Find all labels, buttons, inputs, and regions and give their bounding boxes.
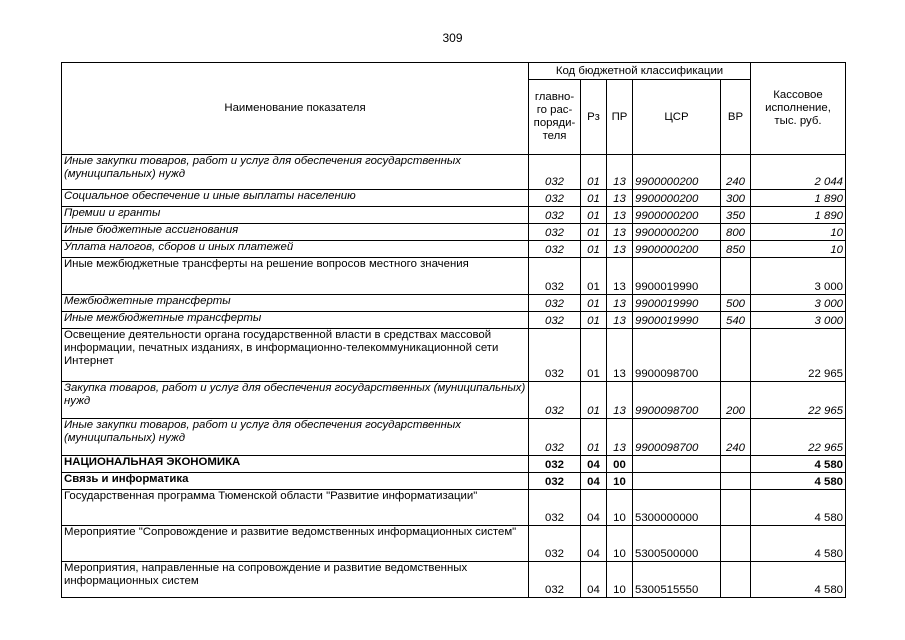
- row-rz-code: 04: [581, 456, 607, 473]
- row-name: Социальное обеспечение и иные выплаты населению: [62, 190, 529, 207]
- row-csr-code: [633, 456, 721, 473]
- table-row: [62, 456, 846, 473]
- table-row: [62, 155, 846, 190]
- row-vr-code: [721, 473, 751, 490]
- row-csr-code: 9900098700: [633, 329, 721, 382]
- header-amount: Кассовое исполнение, тыс. руб.: [751, 63, 846, 155]
- row-amount: 3 000: [751, 295, 846, 312]
- row-pr-code: 13: [607, 382, 633, 419]
- row-amount: 4 580: [751, 562, 846, 598]
- row-amount: 22 965: [751, 419, 846, 456]
- table-row: [62, 224, 846, 241]
- row-csr-code: 9900000200: [633, 155, 721, 190]
- row-rz-code: 01: [581, 224, 607, 241]
- row-glav-code: 032: [529, 155, 581, 190]
- row-amount: 1 890: [751, 207, 846, 224]
- row-vr-code: 300: [721, 190, 751, 207]
- row-name: Иные закупки товаров, работ и услуг для обеспечения государственных (муниципальных) нужд: [62, 419, 529, 456]
- row-csr-code: 5300515550: [633, 562, 721, 598]
- row-name: Уплата налогов, сборов и иных платежей: [62, 241, 529, 258]
- row-rz-code: 04: [581, 490, 607, 526]
- row-vr-code: 240: [721, 155, 751, 190]
- row-pr-code: 13: [607, 224, 633, 241]
- table-row: [62, 190, 846, 207]
- row-pr-code: 10: [607, 473, 633, 490]
- row-name: Закупка товаров, работ и услуг для обеспечения государственных (муниципальных) нужд: [62, 382, 529, 419]
- row-csr-code: 9900019990: [633, 258, 721, 295]
- row-name: Связь и информатика: [62, 473, 529, 490]
- header-classification-group: Код бюджетной классификации: [529, 63, 751, 80]
- row-rz-code: 01: [581, 419, 607, 456]
- row-amount: 22 965: [751, 382, 846, 419]
- row-csr-code: 9900000200: [633, 190, 721, 207]
- row-pr-code: 13: [607, 329, 633, 382]
- row-glav-code: 032: [529, 490, 581, 526]
- row-vr-code: [721, 490, 751, 526]
- row-amount: 2 044: [751, 155, 846, 190]
- row-csr-code: 9900098700: [633, 382, 721, 419]
- header-csr: ЦСР: [633, 80, 721, 155]
- row-amount: 1 890: [751, 190, 846, 207]
- row-csr-code: 9900000200: [633, 207, 721, 224]
- row-amount: 4 580: [751, 526, 846, 562]
- row-rz-code: 01: [581, 155, 607, 190]
- row-amount: 4 580: [751, 490, 846, 526]
- row-rz-code: 04: [581, 473, 607, 490]
- row-vr-code: [721, 562, 751, 598]
- row-glav-code: 032: [529, 312, 581, 329]
- row-rz-code: 01: [581, 295, 607, 312]
- row-glav-code: 032: [529, 224, 581, 241]
- row-vr-code: 200: [721, 382, 751, 419]
- row-vr-code: [721, 258, 751, 295]
- row-amount: 22 965: [751, 329, 846, 382]
- row-glav-code: 032: [529, 473, 581, 490]
- row-amount: 4 580: [751, 456, 846, 473]
- row-glav-code: 032: [529, 295, 581, 312]
- table-row: [62, 312, 846, 329]
- row-csr-code: [633, 473, 721, 490]
- row-name: Мероприятие "Сопровождение и развитие ведомственных информационных систем": [62, 526, 529, 562]
- row-csr-code: 5300500000: [633, 526, 721, 562]
- row-vr-code: 800: [721, 224, 751, 241]
- row-name: Иные закупки товаров, работ и услуг для обеспечения государственных (муниципальных) нужд: [62, 155, 529, 190]
- row-rz-code: 01: [581, 382, 607, 419]
- row-vr-code: 500: [721, 295, 751, 312]
- table-row: [62, 295, 846, 312]
- row-pr-code: 13: [607, 419, 633, 456]
- row-csr-code: 5300000000: [633, 490, 721, 526]
- row-pr-code: 10: [607, 526, 633, 562]
- header-rz: Рз: [581, 80, 607, 155]
- row-rz-code: 01: [581, 241, 607, 258]
- table-row: [62, 258, 846, 295]
- row-name: Иные межбюджетные трансферты на решение вопросов местного значения: [62, 258, 529, 295]
- table-row: [62, 473, 846, 490]
- row-pr-code: 13: [607, 190, 633, 207]
- row-pr-code: 10: [607, 562, 633, 598]
- row-rz-code: 01: [581, 258, 607, 295]
- row-rz-code: 04: [581, 562, 607, 598]
- row-vr-code: 540: [721, 312, 751, 329]
- row-glav-code: 032: [529, 207, 581, 224]
- row-name: НАЦИОНАЛЬНАЯ ЭКОНОМИКА: [62, 456, 529, 473]
- row-pr-code: 13: [607, 295, 633, 312]
- table-row: [62, 241, 846, 258]
- table-row: [62, 382, 846, 419]
- table-body: [62, 155, 846, 598]
- row-pr-code: 00: [607, 456, 633, 473]
- row-vr-code: [721, 456, 751, 473]
- row-glav-code: 032: [529, 456, 581, 473]
- table-row: [62, 490, 846, 526]
- row-csr-code: 9900000200: [633, 241, 721, 258]
- row-glav-code: 032: [529, 190, 581, 207]
- page-number: 309: [442, 31, 463, 45]
- row-pr-code: 13: [607, 207, 633, 224]
- row-rz-code: 01: [581, 312, 607, 329]
- header-pr: ПР: [607, 80, 633, 155]
- row-pr-code: 13: [607, 312, 633, 329]
- row-vr-code: [721, 526, 751, 562]
- table-row: [62, 207, 846, 224]
- row-csr-code: 9900098700: [633, 419, 721, 456]
- row-glav-code: 032: [529, 562, 581, 598]
- row-pr-code: 13: [607, 155, 633, 190]
- row-vr-code: 850: [721, 241, 751, 258]
- budget-table: [61, 62, 846, 598]
- row-amount: 3 000: [751, 258, 846, 295]
- table-row: [62, 562, 846, 598]
- row-pr-code: 13: [607, 258, 633, 295]
- row-rz-code: 01: [581, 190, 607, 207]
- row-amount: 3 000: [751, 312, 846, 329]
- row-csr-code: 9900019990: [633, 295, 721, 312]
- row-vr-code: [721, 329, 751, 382]
- header-vr: ВР: [721, 80, 751, 155]
- row-vr-code: 350: [721, 207, 751, 224]
- row-name: Государственная программа Тюменской области "Развитие информатизации": [62, 490, 529, 526]
- row-rz-code: 04: [581, 526, 607, 562]
- row-amount: 10: [751, 241, 846, 258]
- row-name: Премии и гранты: [62, 207, 529, 224]
- row-name: Иные бюджетные ассигнования: [62, 224, 529, 241]
- row-rz-code: 01: [581, 329, 607, 382]
- header-name: Наименование показателя: [62, 63, 529, 155]
- row-glav-code: 032: [529, 419, 581, 456]
- row-name: Межбюджетные трансферты: [62, 295, 529, 312]
- row-pr-code: 13: [607, 241, 633, 258]
- row-amount: 4 580: [751, 473, 846, 490]
- row-name: Освещение деятельности органа государственной власти в средствах массовой информации, печатных изданиях, в информационно-телекоммуникационной сети Интернет: [62, 329, 529, 382]
- row-glav-code: 032: [529, 526, 581, 562]
- table-row: [62, 526, 846, 562]
- header-glav: главно-го рас-поряди-теля: [529, 80, 581, 155]
- row-glav-code: 032: [529, 258, 581, 295]
- row-vr-code: 240: [721, 419, 751, 456]
- row-name: Мероприятия, направленные на сопровождение и развитие ведомственных информационных систем: [62, 562, 529, 598]
- table-row: [62, 329, 846, 382]
- row-name: Иные межбюджетные трансферты: [62, 312, 529, 329]
- row-glav-code: 032: [529, 382, 581, 419]
- table-row: [62, 419, 846, 456]
- row-csr-code: 9900019990: [633, 312, 721, 329]
- row-glav-code: 032: [529, 241, 581, 258]
- row-amount: 10: [751, 224, 846, 241]
- row-csr-code: 9900000200: [633, 224, 721, 241]
- row-rz-code: 01: [581, 207, 607, 224]
- row-glav-code: 032: [529, 329, 581, 382]
- row-pr-code: 10: [607, 490, 633, 526]
